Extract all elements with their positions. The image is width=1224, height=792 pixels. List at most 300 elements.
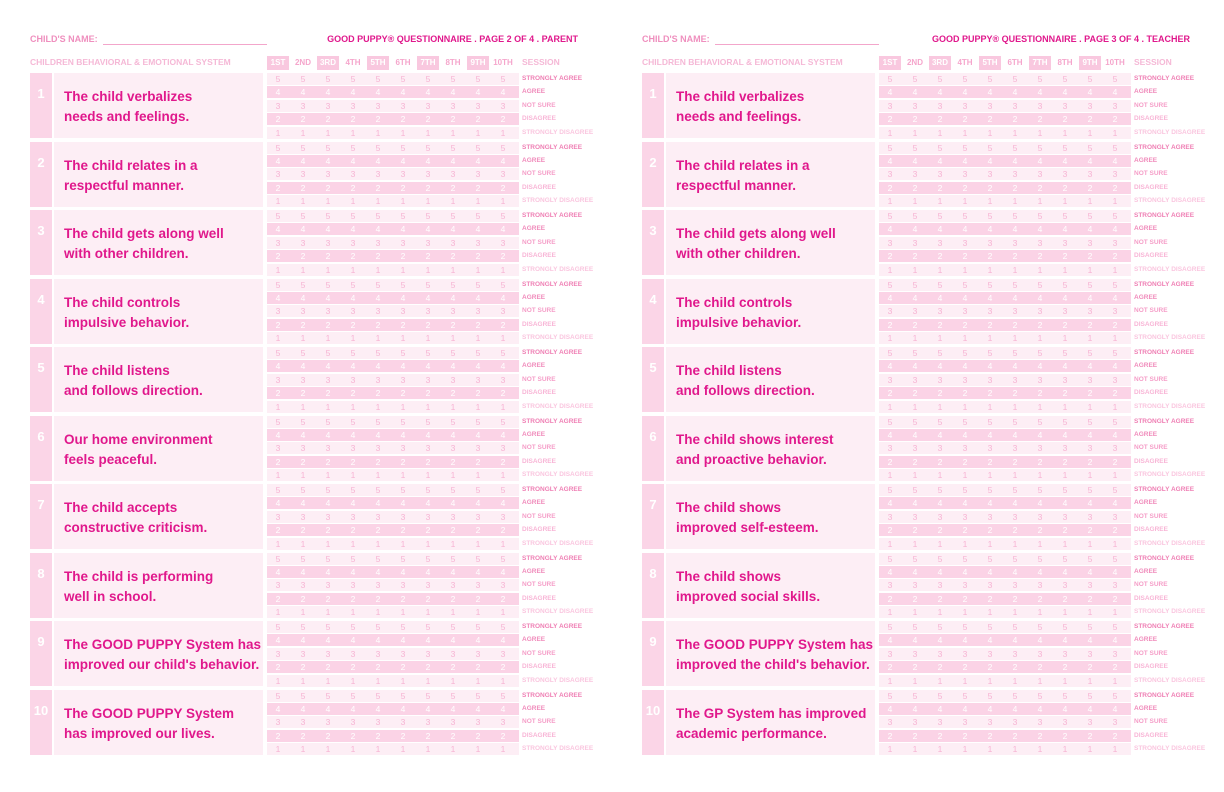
rating-option[interactable]: 3 <box>325 648 331 659</box>
rating-option[interactable]: 1 <box>987 127 993 138</box>
rating-option[interactable]: 1 <box>400 401 406 412</box>
rating-option[interactable]: 1 <box>962 675 968 686</box>
rating-option[interactable]: 1 <box>300 675 306 686</box>
rating-option[interactable]: 1 <box>375 127 381 138</box>
rating-option[interactable]: 2 <box>475 730 481 741</box>
rating-option[interactable]: 1 <box>1087 675 1093 686</box>
rating-option[interactable]: 4 <box>425 361 431 372</box>
rating-option[interactable]: 5 <box>325 553 331 564</box>
rating-option[interactable]: 5 <box>937 279 943 290</box>
rating-option[interactable]: 3 <box>500 169 506 180</box>
rating-option[interactable]: 5 <box>1112 279 1118 290</box>
rating-option[interactable]: 3 <box>1012 306 1018 317</box>
rating-option[interactable]: 5 <box>475 211 481 221</box>
rating-option[interactable]: 5 <box>1087 348 1093 358</box>
rating-option[interactable]: 5 <box>962 416 968 427</box>
rating-option[interactable]: 5 <box>400 348 406 358</box>
rating-option[interactable]: 3 <box>962 237 968 248</box>
rating-option[interactable]: 4 <box>1037 498 1043 509</box>
rating-option[interactable]: 5 <box>937 142 943 153</box>
rating-option[interactable]: 4 <box>887 498 893 509</box>
rating-option[interactable]: 2 <box>300 182 306 193</box>
rating-option[interactable]: 2 <box>375 182 381 193</box>
rating-option[interactable]: 5 <box>475 348 481 358</box>
rating-option[interactable]: 2 <box>350 251 356 262</box>
rating-option[interactable]: 5 <box>1112 142 1118 153</box>
rating-option[interactable]: 2 <box>300 251 306 262</box>
rating-option[interactable]: 1 <box>475 744 481 755</box>
rating-option[interactable]: 5 <box>937 416 943 427</box>
rating-option[interactable]: 3 <box>425 648 431 659</box>
rating-option[interactable]: 2 <box>912 593 918 604</box>
rating-option[interactable]: 2 <box>1112 388 1118 399</box>
rating-option[interactable]: 2 <box>962 593 968 604</box>
rating-option[interactable]: 5 <box>500 485 506 495</box>
rating-option[interactable]: 2 <box>987 182 993 193</box>
rating-option[interactable]: 5 <box>912 348 918 358</box>
rating-option[interactable]: 2 <box>887 182 893 193</box>
rating-option[interactable]: 3 <box>1012 443 1018 454</box>
rating-option[interactable]: 2 <box>1062 456 1068 467</box>
rating-option[interactable]: 5 <box>1037 211 1043 221</box>
rating-option[interactable]: 4 <box>1037 635 1043 646</box>
rating-option[interactable]: 3 <box>350 169 356 180</box>
rating-option[interactable]: 1 <box>962 196 968 207</box>
rating-option[interactable]: 3 <box>937 717 943 728</box>
rating-option[interactable]: 3 <box>887 374 893 385</box>
rating-option[interactable]: 1 <box>1012 127 1018 138</box>
rating-option[interactable]: 4 <box>425 224 431 235</box>
rating-option[interactable]: 3 <box>475 648 481 659</box>
rating-option[interactable]: 3 <box>425 511 431 522</box>
rating-option[interactable]: 2 <box>962 319 968 330</box>
rating-option[interactable]: 4 <box>1112 429 1118 440</box>
rating-option[interactable]: 4 <box>962 703 968 714</box>
rating-option[interactable]: 3 <box>1012 374 1018 385</box>
rating-option[interactable]: 2 <box>500 730 506 741</box>
rating-option[interactable]: 1 <box>1062 264 1068 275</box>
rating-option[interactable]: 2 <box>887 662 893 673</box>
rating-option[interactable]: 4 <box>962 498 968 509</box>
rating-option[interactable]: 5 <box>350 690 356 701</box>
rating-option[interactable]: 5 <box>1012 416 1018 427</box>
rating-option[interactable]: 1 <box>450 196 456 207</box>
rating-option[interactable]: 3 <box>325 511 331 522</box>
rating-option[interactable]: 3 <box>1087 511 1093 522</box>
rating-option[interactable]: 3 <box>500 306 506 317</box>
rating-option[interactable]: 3 <box>1062 306 1068 317</box>
rating-option[interactable]: 3 <box>912 648 918 659</box>
rating-option[interactable]: 3 <box>1037 306 1043 317</box>
rating-option[interactable]: 5 <box>500 348 506 358</box>
rating-option[interactable]: 3 <box>500 100 506 111</box>
rating-option[interactable]: 4 <box>425 635 431 646</box>
rating-option[interactable]: 1 <box>1062 744 1068 755</box>
rating-option[interactable]: 2 <box>475 525 481 536</box>
rating-option[interactable]: 5 <box>375 142 381 153</box>
rating-option[interactable]: 1 <box>475 470 481 481</box>
rating-option[interactable]: 5 <box>1112 485 1118 495</box>
rating-option[interactable]: 5 <box>450 142 456 153</box>
rating-option[interactable]: 5 <box>475 142 481 153</box>
rating-option[interactable]: 3 <box>350 306 356 317</box>
rating-option[interactable]: 4 <box>1087 87 1093 98</box>
rating-option[interactable]: 1 <box>912 470 918 481</box>
rating-option[interactable]: 4 <box>987 429 993 440</box>
rating-option[interactable]: 5 <box>425 622 431 632</box>
rating-option[interactable]: 5 <box>1087 416 1093 427</box>
rating-option[interactable]: 3 <box>450 306 456 317</box>
rating-option[interactable]: 1 <box>987 538 993 549</box>
rating-option[interactable]: 2 <box>1012 662 1018 673</box>
rating-option[interactable]: 5 <box>500 211 506 221</box>
rating-option[interactable]: 5 <box>1062 279 1068 290</box>
rating-option[interactable]: 4 <box>325 87 331 98</box>
rating-option[interactable]: 5 <box>275 416 281 427</box>
rating-option[interactable]: 2 <box>375 730 381 741</box>
rating-option[interactable]: 1 <box>300 333 306 344</box>
rating-option[interactable]: 3 <box>450 237 456 248</box>
rating-option[interactable]: 5 <box>375 74 381 84</box>
rating-option[interactable]: 4 <box>500 498 506 509</box>
rating-option[interactable]: 4 <box>450 566 456 577</box>
rating-option[interactable]: 5 <box>475 553 481 564</box>
rating-option[interactable]: 3 <box>937 237 943 248</box>
rating-option[interactable]: 1 <box>1037 744 1043 755</box>
rating-option[interactable]: 5 <box>987 211 993 221</box>
rating-option[interactable]: 1 <box>300 538 306 549</box>
rating-option[interactable]: 1 <box>500 744 506 755</box>
rating-option[interactable]: 3 <box>350 580 356 591</box>
rating-option[interactable]: 2 <box>987 388 993 399</box>
rating-option[interactable]: 2 <box>425 456 431 467</box>
rating-option[interactable]: 2 <box>450 730 456 741</box>
rating-option[interactable]: 3 <box>325 374 331 385</box>
rating-option[interactable]: 2 <box>400 456 406 467</box>
rating-option[interactable]: 3 <box>1087 100 1093 111</box>
rating-option[interactable]: 2 <box>912 182 918 193</box>
rating-option[interactable]: 3 <box>300 648 306 659</box>
rating-option[interactable]: 5 <box>1112 348 1118 358</box>
rating-option[interactable]: 2 <box>400 182 406 193</box>
rating-option[interactable]: 1 <box>350 196 356 207</box>
rating-option[interactable]: 5 <box>350 416 356 427</box>
rating-option[interactable]: 4 <box>887 429 893 440</box>
rating-option[interactable]: 5 <box>912 622 918 632</box>
rating-option[interactable]: 1 <box>1037 333 1043 344</box>
rating-option[interactable]: 2 <box>987 251 993 262</box>
rating-option[interactable]: 5 <box>937 485 943 495</box>
rating-option[interactable]: 2 <box>350 319 356 330</box>
rating-option[interactable]: 4 <box>400 703 406 714</box>
rating-option[interactable]: 4 <box>1062 566 1068 577</box>
rating-option[interactable]: 2 <box>425 251 431 262</box>
rating-option[interactable]: 2 <box>887 456 893 467</box>
rating-option[interactable]: 2 <box>1012 525 1018 536</box>
rating-option[interactable]: 3 <box>1062 648 1068 659</box>
rating-option[interactable]: 2 <box>912 662 918 673</box>
rating-option[interactable]: 5 <box>475 690 481 701</box>
rating-option[interactable]: 1 <box>475 538 481 549</box>
rating-option[interactable]: 2 <box>275 388 281 399</box>
rating-option[interactable]: 2 <box>500 456 506 467</box>
rating-option[interactable]: 2 <box>1037 182 1043 193</box>
rating-option[interactable]: 3 <box>1112 374 1118 385</box>
rating-option[interactable]: 1 <box>450 401 456 412</box>
rating-option[interactable]: 5 <box>275 622 281 632</box>
rating-option[interactable]: 3 <box>1012 237 1018 248</box>
rating-option[interactable]: 5 <box>350 553 356 564</box>
rating-option[interactable]: 2 <box>275 525 281 536</box>
rating-option[interactable]: 3 <box>350 443 356 454</box>
rating-option[interactable]: 3 <box>962 443 968 454</box>
rating-option[interactable]: 4 <box>300 155 306 166</box>
rating-option[interactable]: 4 <box>350 87 356 98</box>
rating-option[interactable]: 4 <box>912 498 918 509</box>
rating-option[interactable]: 3 <box>912 443 918 454</box>
rating-option[interactable]: 5 <box>300 622 306 632</box>
rating-option[interactable]: 4 <box>1037 429 1043 440</box>
rating-option[interactable]: 3 <box>400 443 406 454</box>
rating-option[interactable]: 4 <box>1062 703 1068 714</box>
rating-option[interactable]: 3 <box>1037 580 1043 591</box>
rating-option[interactable]: 5 <box>475 279 481 290</box>
rating-option[interactable]: 4 <box>500 566 506 577</box>
rating-option[interactable]: 3 <box>500 717 506 728</box>
rating-option[interactable]: 5 <box>325 485 331 495</box>
rating-option[interactable]: 5 <box>987 279 993 290</box>
rating-option[interactable]: 4 <box>500 703 506 714</box>
rating-option[interactable]: 1 <box>475 401 481 412</box>
rating-option[interactable]: 4 <box>987 566 993 577</box>
rating-option[interactable]: 5 <box>887 622 893 632</box>
rating-option[interactable]: 3 <box>275 169 281 180</box>
rating-option[interactable]: 1 <box>275 538 281 549</box>
rating-option[interactable]: 4 <box>425 703 431 714</box>
rating-option[interactable]: 2 <box>350 730 356 741</box>
rating-option[interactable]: 2 <box>500 525 506 536</box>
rating-option[interactable]: 3 <box>1112 580 1118 591</box>
rating-option[interactable]: 2 <box>962 182 968 193</box>
rating-option[interactable]: 5 <box>500 74 506 84</box>
rating-option[interactable]: 4 <box>1112 87 1118 98</box>
rating-option[interactable]: 5 <box>1037 416 1043 427</box>
rating-option[interactable]: 5 <box>987 348 993 358</box>
rating-option[interactable]: 3 <box>350 100 356 111</box>
rating-option[interactable]: 4 <box>325 635 331 646</box>
rating-option[interactable]: 1 <box>350 607 356 618</box>
rating-option[interactable]: 3 <box>987 169 993 180</box>
rating-option[interactable]: 2 <box>375 525 381 536</box>
rating-option[interactable]: 3 <box>987 648 993 659</box>
rating-option[interactable]: 4 <box>275 87 281 98</box>
rating-option[interactable]: 2 <box>350 456 356 467</box>
rating-option[interactable]: 1 <box>912 264 918 275</box>
rating-option[interactable]: 4 <box>1087 498 1093 509</box>
rating-option[interactable]: 4 <box>500 155 506 166</box>
rating-option[interactable]: 5 <box>375 553 381 564</box>
rating-option[interactable]: 1 <box>400 744 406 755</box>
rating-option[interactable]: 3 <box>475 717 481 728</box>
rating-option[interactable]: 1 <box>887 538 893 549</box>
rating-option[interactable]: 3 <box>1112 100 1118 111</box>
rating-option[interactable]: 2 <box>937 525 943 536</box>
rating-option[interactable]: 4 <box>937 498 943 509</box>
rating-option[interactable]: 4 <box>912 635 918 646</box>
rating-option[interactable]: 2 <box>987 114 993 125</box>
rating-option[interactable]: 1 <box>1112 264 1118 275</box>
rating-option[interactable]: 2 <box>475 182 481 193</box>
rating-option[interactable]: 1 <box>450 470 456 481</box>
rating-option[interactable]: 4 <box>300 224 306 235</box>
rating-option[interactable]: 3 <box>1012 580 1018 591</box>
rating-option[interactable]: 2 <box>450 388 456 399</box>
rating-option[interactable]: 3 <box>425 580 431 591</box>
rating-option[interactable]: 3 <box>1062 374 1068 385</box>
rating-option[interactable]: 5 <box>350 485 356 495</box>
rating-option[interactable]: 1 <box>937 196 943 207</box>
rating-option[interactable]: 5 <box>912 211 918 221</box>
rating-option[interactable]: 1 <box>400 470 406 481</box>
rating-option[interactable]: 2 <box>400 114 406 125</box>
rating-option[interactable]: 2 <box>325 182 331 193</box>
rating-option[interactable]: 1 <box>1062 470 1068 481</box>
rating-option[interactable]: 2 <box>425 182 431 193</box>
rating-option[interactable]: 2 <box>1037 251 1043 262</box>
rating-option[interactable]: 2 <box>1062 525 1068 536</box>
rating-option[interactable]: 3 <box>275 580 281 591</box>
rating-option[interactable]: 1 <box>325 401 331 412</box>
rating-option[interactable]: 5 <box>1012 553 1018 564</box>
rating-option[interactable]: 1 <box>275 675 281 686</box>
rating-option[interactable]: 1 <box>887 470 893 481</box>
rating-option[interactable]: 3 <box>425 169 431 180</box>
rating-option[interactable]: 3 <box>987 100 993 111</box>
rating-option[interactable]: 3 <box>1012 169 1018 180</box>
rating-option[interactable]: 2 <box>937 114 943 125</box>
rating-option[interactable]: 3 <box>275 374 281 385</box>
rating-option[interactable]: 1 <box>400 607 406 618</box>
rating-option[interactable]: 4 <box>1062 429 1068 440</box>
rating-option[interactable]: 5 <box>400 142 406 153</box>
rating-option[interactable]: 5 <box>962 553 968 564</box>
rating-option[interactable]: 5 <box>1012 279 1018 290</box>
rating-option[interactable]: 1 <box>375 196 381 207</box>
rating-option[interactable]: 3 <box>887 443 893 454</box>
rating-option[interactable]: 3 <box>475 100 481 111</box>
rating-option[interactable]: 1 <box>1062 607 1068 618</box>
rating-option[interactable]: 4 <box>400 361 406 372</box>
rating-option[interactable]: 2 <box>475 251 481 262</box>
rating-option[interactable]: 1 <box>300 470 306 481</box>
rating-option[interactable]: 5 <box>1062 416 1068 427</box>
rating-option[interactable]: 4 <box>325 498 331 509</box>
rating-option[interactable]: 4 <box>400 566 406 577</box>
rating-option[interactable]: 3 <box>475 237 481 248</box>
rating-option[interactable]: 3 <box>500 443 506 454</box>
rating-option[interactable]: 2 <box>1037 388 1043 399</box>
rating-option[interactable]: 3 <box>325 100 331 111</box>
rating-option[interactable]: 1 <box>425 607 431 618</box>
rating-option[interactable]: 2 <box>1037 114 1043 125</box>
rating-option[interactable]: 3 <box>400 511 406 522</box>
rating-option[interactable]: 4 <box>937 224 943 235</box>
rating-option[interactable]: 3 <box>937 374 943 385</box>
rating-option[interactable]: 1 <box>275 127 281 138</box>
rating-option[interactable]: 4 <box>350 498 356 509</box>
rating-option[interactable]: 2 <box>325 388 331 399</box>
rating-option[interactable]: 3 <box>1062 511 1068 522</box>
rating-option[interactable]: 2 <box>962 662 968 673</box>
rating-option[interactable]: 5 <box>1062 553 1068 564</box>
rating-option[interactable]: 1 <box>375 333 381 344</box>
rating-option[interactable]: 4 <box>937 566 943 577</box>
rating-option[interactable]: 3 <box>450 100 456 111</box>
rating-option[interactable]: 5 <box>1012 74 1018 84</box>
rating-option[interactable]: 5 <box>887 485 893 495</box>
rating-option[interactable]: 4 <box>475 429 481 440</box>
rating-option[interactable]: 1 <box>1012 196 1018 207</box>
rating-option[interactable]: 3 <box>1012 648 1018 659</box>
rating-option[interactable]: 4 <box>400 224 406 235</box>
rating-option[interactable]: 5 <box>1037 690 1043 701</box>
rating-option[interactable]: 3 <box>450 648 456 659</box>
rating-option[interactable]: 3 <box>1112 306 1118 317</box>
rating-option[interactable]: 4 <box>987 498 993 509</box>
rating-option[interactable]: 4 <box>1012 635 1018 646</box>
rating-option[interactable]: 3 <box>300 443 306 454</box>
rating-option[interactable]: 3 <box>962 306 968 317</box>
rating-option[interactable]: 2 <box>937 593 943 604</box>
rating-option[interactable]: 4 <box>887 635 893 646</box>
rating-option[interactable]: 3 <box>325 237 331 248</box>
rating-option[interactable]: 4 <box>300 87 306 98</box>
rating-option[interactable]: 1 <box>425 675 431 686</box>
rating-option[interactable]: 4 <box>425 87 431 98</box>
rating-option[interactable]: 5 <box>325 142 331 153</box>
rating-option[interactable]: 5 <box>400 622 406 632</box>
rating-option[interactable]: 2 <box>912 525 918 536</box>
rating-option[interactable]: 3 <box>425 306 431 317</box>
rating-option[interactable]: 5 <box>450 690 456 701</box>
rating-option[interactable]: 5 <box>1087 142 1093 153</box>
rating-option[interactable]: 1 <box>350 675 356 686</box>
rating-option[interactable]: 4 <box>1087 224 1093 235</box>
rating-option[interactable]: 5 <box>937 74 943 84</box>
rating-option[interactable]: 5 <box>1037 485 1043 495</box>
rating-option[interactable]: 2 <box>325 319 331 330</box>
rating-option[interactable]: 3 <box>275 648 281 659</box>
rating-option[interactable]: 3 <box>350 237 356 248</box>
rating-option[interactable]: 1 <box>1012 744 1018 755</box>
rating-option[interactable]: 5 <box>400 416 406 427</box>
rating-option[interactable]: 1 <box>912 333 918 344</box>
rating-option[interactable]: 2 <box>962 388 968 399</box>
rating-option[interactable]: 4 <box>962 361 968 372</box>
rating-option[interactable]: 3 <box>912 374 918 385</box>
rating-option[interactable]: 5 <box>912 690 918 701</box>
rating-option[interactable]: 2 <box>300 730 306 741</box>
rating-option[interactable]: 5 <box>1037 74 1043 84</box>
rating-option[interactable]: 4 <box>350 224 356 235</box>
rating-option[interactable]: 4 <box>912 703 918 714</box>
rating-option[interactable]: 2 <box>1112 456 1118 467</box>
rating-option[interactable]: 5 <box>300 279 306 290</box>
rating-option[interactable]: 2 <box>375 319 381 330</box>
rating-option[interactable]: 5 <box>350 74 356 84</box>
rating-option[interactable]: 1 <box>425 744 431 755</box>
rating-option[interactable]: 1 <box>475 333 481 344</box>
